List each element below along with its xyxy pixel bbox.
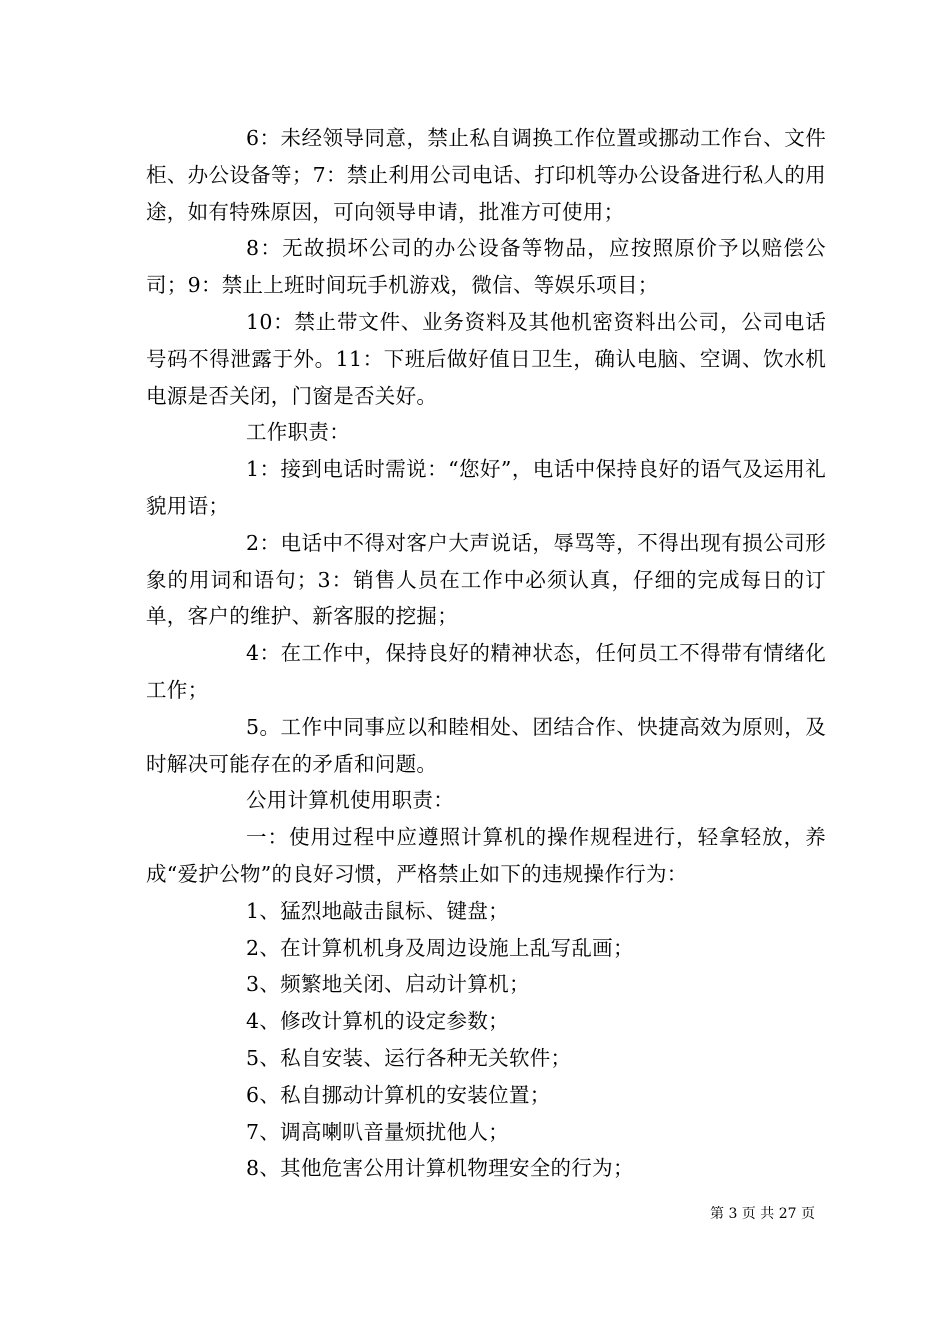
list-item: 6、私自挪动计算机的安装位置；	[246, 1082, 551, 1107]
paragraph-office-rules-10-11: 10：禁止带文件、业务资料及其他机密资料出公司，公司电话号码不得泄露于外。11：下班后做好值日卫生，确认电脑、空调、饮水机电源是否关闭，门窗是否关好。	[146, 309, 826, 408]
document-body	[146, 120, 826, 1187]
paragraph-duty-5: 5。工作中同事应以和睦相处、团结合作、快捷高效为原则，及时解决可能存在的矛盾和问题。	[146, 714, 826, 776]
list-item: 4、修改计算机的设定参数；	[246, 1009, 509, 1034]
list-item: 5、私自安装、运行各种无关软件；	[246, 1045, 572, 1070]
list-item: 1、猛烈地敲击鼠标、键盘；	[246, 898, 509, 923]
section-heading-work-duties: 工作职责：	[246, 420, 350, 445]
list-item: 7、调高喇叭音量烦扰他人；	[246, 1119, 509, 1144]
page-number-footer: 第 3 页 共 27 页	[710, 1206, 815, 1222]
paragraph-computer-rule-1: 一：使用过程中应遵照计算机的操作规程进行，轻拿轻放，养成“爱护公物”的良好习惯，严格禁止如下的违规操作行为：	[146, 825, 826, 886]
paragraph-duty-1: 1：接到电话时需说：“您好”，电话中保持良好的语气及运用礼貌用语；	[146, 457, 826, 518]
paragraph-duty-2-3: 2：电话中不得对客户大声说话，辱骂等，不得出现有损公司形象的用词和语句；3：销售人员在工作中必须认真，仔细的完成每日的订单，客户的维护、新客服的挖掘；	[146, 530, 826, 629]
paragraph-duty-4: 4：在工作中，保持良好的精神状态，任何员工不得带有情绪化工作；	[146, 641, 826, 702]
paragraph-office-rules-8-9: 8：无故损坏公司的办公设备等物品，应按照原价予以赔偿公司；9：禁止上班时间玩手机游戏，微信、等娱乐项目；	[146, 236, 826, 298]
paragraph-office-rules-6-7: 6：未经领导同意，禁止私自调换工作位置或挪动工作台、文件柜、办公设备等；7：禁止利用公司电话、打印机等办公设备进行私人的用途，如有特殊原因，可向领导申请，批准方可使用；	[146, 126, 826, 224]
list-item: 3、频繁地关闭、启动计算机；	[246, 972, 530, 997]
list-item: 2、在计算机机身及周边设施上乱写乱画；	[246, 935, 634, 960]
section-heading-computer-duties: 公用计算机使用职责：	[246, 788, 454, 813]
list-item: 8、其他危害公用计算机物理安全的行为；	[246, 1156, 634, 1181]
